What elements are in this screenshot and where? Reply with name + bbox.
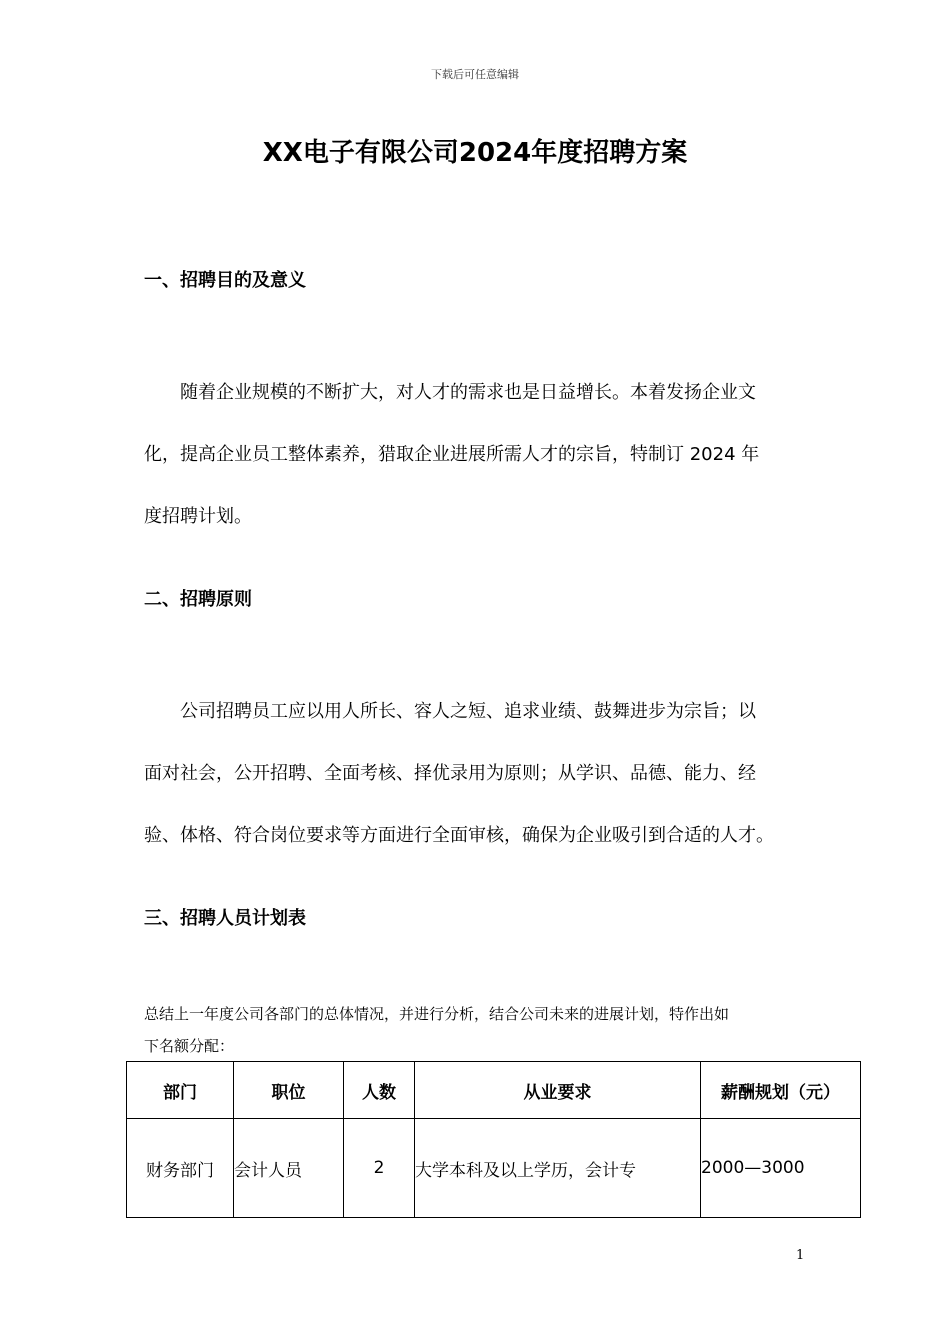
- paragraph-line: 验、体格、符合岗位要求等方面进行全面审核，确保为企业吸引到合适的人才。: [144, 825, 774, 846]
- paragraph-line: 随着企业规模的不断扩大，对人才的需求也是日益增长。本着发扬企业文: [180, 382, 756, 403]
- section-heading-plan-table: 三、招聘人员计划表: [144, 908, 306, 929]
- page-number: 1: [796, 1248, 805, 1263]
- recruitment-plan-table: [126, 1061, 861, 1218]
- header-department: 部门: [127, 1062, 234, 1119]
- header-note: 下载后可任意编辑: [431, 68, 519, 81]
- paragraph-line: 度招聘计划。: [144, 506, 252, 527]
- header-requirements: 从业要求: [415, 1062, 701, 1119]
- header-headcount: 人数: [344, 1062, 415, 1119]
- table-intro-line: 下名额分配：: [144, 1037, 235, 1055]
- header-salary: 薪酬规划（元）: [701, 1062, 861, 1119]
- section-heading-principles: 二、招聘原则: [144, 589, 252, 610]
- cell-department: 财务部门: [127, 1119, 234, 1218]
- table-intro-line: 总结上一年度公司各部门的总体情况，并进行分析，结合公司未来的进展计划，特作出如: [144, 1005, 730, 1023]
- cell-requirements: 大学本科及以上学历，会计专: [415, 1119, 701, 1218]
- cell-position: 会计人员: [234, 1119, 344, 1218]
- cell-salary: 2000—3000: [701, 1119, 861, 1218]
- paragraph-line: 面对社会，公开招聘、全面考核、择优录用为原则；从学识、品德、能力、经: [144, 763, 756, 784]
- section-heading-purpose: 一、招聘目的及意义: [144, 270, 306, 291]
- cell-headcount: 2: [344, 1119, 415, 1218]
- paragraph-line: 公司招聘员工应以用人所长、容人之短、追求业绩、鼓舞进步为宗旨；以: [180, 701, 756, 722]
- document-title: XX电子有限公司2024年度招聘方案: [262, 138, 688, 168]
- table-header-row: [127, 1062, 861, 1119]
- header-position: 职位: [234, 1062, 344, 1119]
- paragraph-line: 化，提高企业员工整体素养，猎取企业进展所需人才的宗旨，特制订 2024 年: [144, 444, 760, 465]
- table-row: [127, 1119, 861, 1218]
